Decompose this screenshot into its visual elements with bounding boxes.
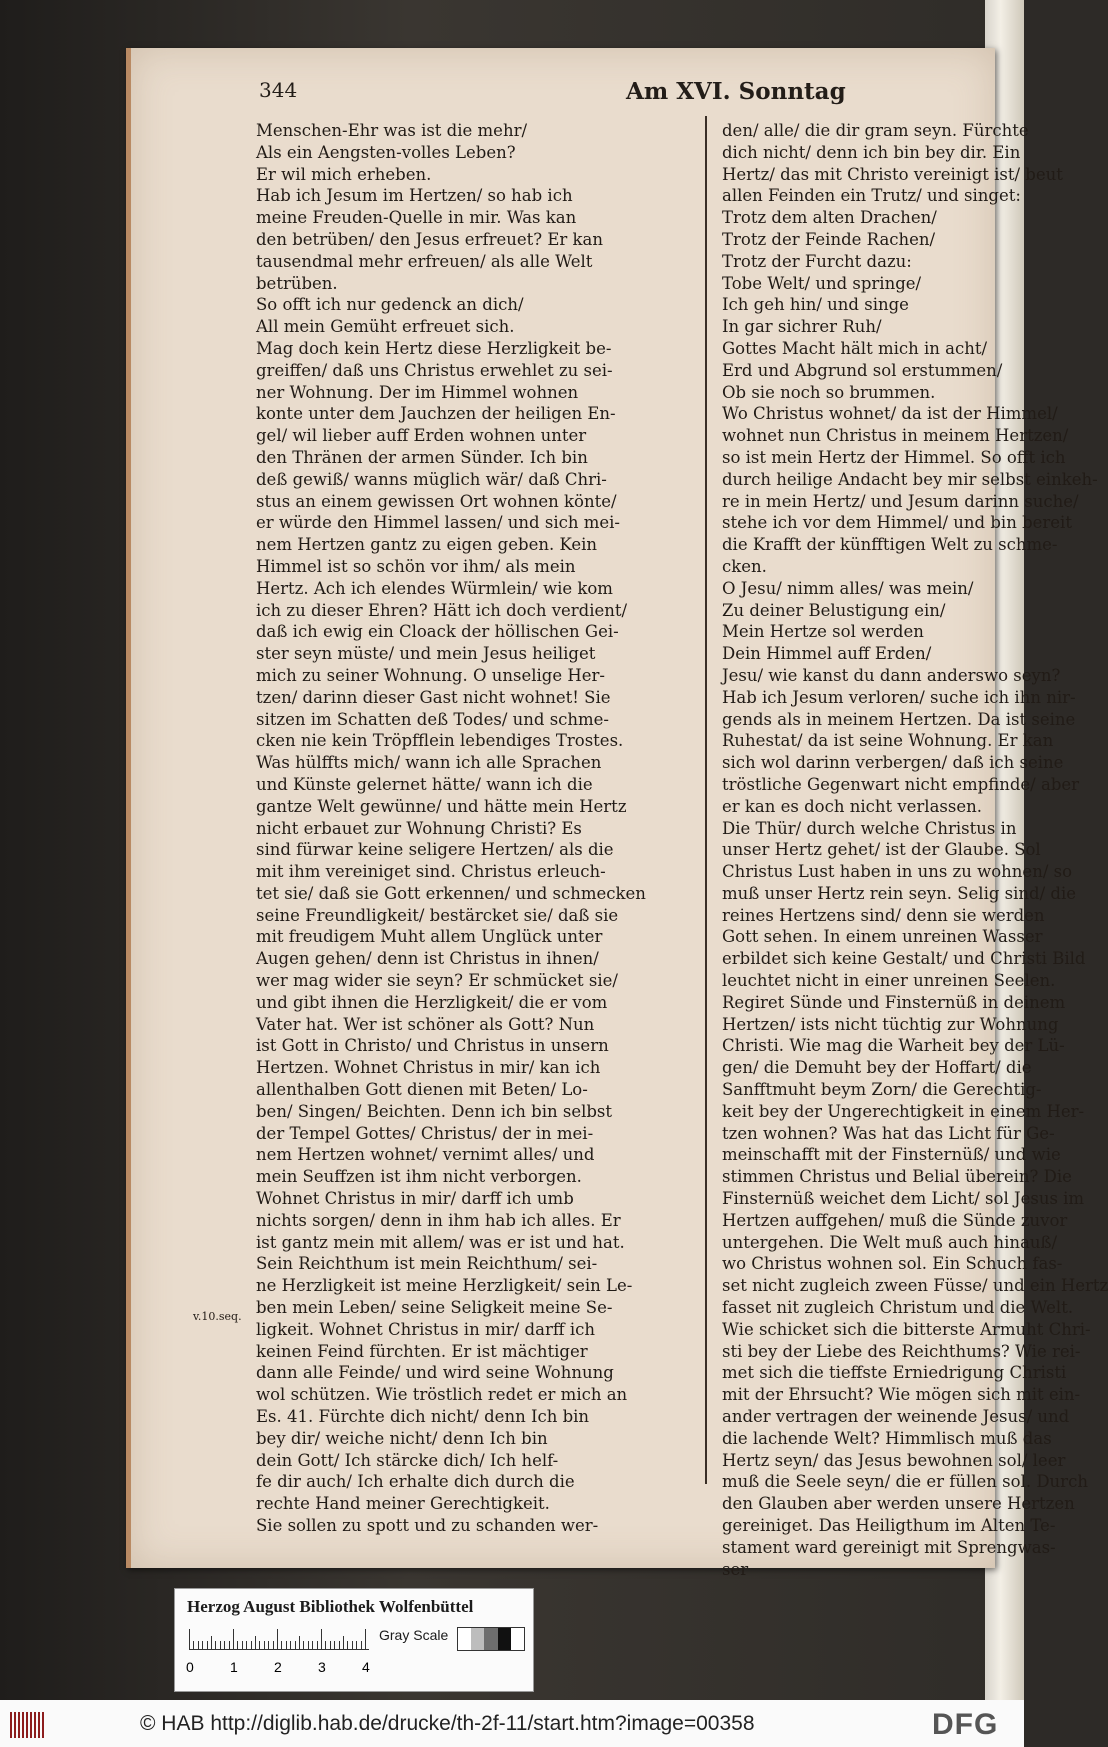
text-line: sti bey der Liebe des Reichthums? Wie rei-: [722, 1341, 1081, 1361]
ruler-tick: [224, 1641, 225, 1649]
text-line: ist Gott in Christo/ und Christus in unsern: [256, 1036, 609, 1056]
scale-number: 1: [230, 1659, 238, 1675]
ruler-tick: [356, 1641, 357, 1649]
ruler-tick: [281, 1641, 282, 1649]
text-line: Sanfftmuht beym Zorn/ die Gerechtig-: [722, 1080, 1042, 1100]
ruler-tick: [211, 1636, 212, 1649]
text-line: ist gantz mein mit allem/ was er ist und hat.: [256, 1232, 625, 1252]
scale-number: 4: [362, 1659, 370, 1675]
text-line: unser Hertz gehet/ ist der Glaube. Sol: [722, 840, 1041, 860]
text-line: dann alle Feinde/ und wird seine Wohnung: [256, 1363, 614, 1383]
text-line: keit bey der Ungerechtigkeit in einem Her-: [722, 1101, 1085, 1121]
text-line: ander vertragen der weinende Jesus/ und: [722, 1407, 1070, 1427]
ruler-tick: [295, 1641, 296, 1649]
text-line: Hab ich Jesum verloren/ suche ich ihn nir-: [722, 687, 1076, 707]
text-line: Ob sie noch so brummen.: [722, 382, 936, 402]
text-line: fe dir auch/ Ich erhalte dich durch die: [256, 1472, 575, 1492]
text-line: re in mein Hertz/ und Jesum darinn suche/: [722, 491, 1079, 511]
text-line: dein Gott/ Ich stärcke dich/ Ich helf-: [256, 1450, 559, 1470]
column-divider: [705, 116, 707, 1484]
text-line: mit ihm vereiniget sind. Christus erleuch-: [256, 862, 606, 882]
gray-scale-label: Gray Scale: [379, 1627, 449, 1643]
text-line: er kan es doch nicht verlassen.: [722, 796, 982, 816]
ruler-tick: [220, 1641, 221, 1649]
ruler-tick: [215, 1641, 216, 1649]
ruler-tick: [339, 1641, 340, 1649]
dfg-logo: DFG: [932, 1708, 999, 1741]
ruler-tick: [312, 1641, 313, 1649]
text-line: Trotz der Furcht dazu:: [722, 251, 912, 271]
ruler-tick: [325, 1641, 326, 1649]
text-line: nem Hertzen gantz zu eigen geben. Kein: [256, 535, 598, 555]
ruler-tick: [242, 1641, 243, 1649]
library-name: Herzog August Bibliothek Wolfenbüttel: [187, 1597, 474, 1616]
text-line: Vater hat. Wer ist schöner als Gott? Nun: [256, 1014, 595, 1034]
ruler-tick: [229, 1641, 230, 1649]
ruler-tick: [268, 1641, 269, 1649]
text-line: tausendmal mehr erfreuen/ als alle Welt: [256, 251, 593, 271]
text-line: bey dir/ weiche nicht/ denn Ich bin: [256, 1428, 548, 1448]
text-line: ben mein Leben/ seine Seligkeit meine Se-: [256, 1298, 613, 1318]
ruler-tick: [193, 1641, 194, 1649]
text-line: Hab ich Jesum im Hertzen/ so hab ich: [256, 186, 573, 206]
gray-swatch: [458, 1628, 471, 1650]
text-line: sind fürwar keine seligere Hertzen/ als die: [256, 840, 614, 860]
text-line: deß gewiß/ wanns müglich wär/ daß Chri-: [256, 469, 607, 489]
text-line: gends als in meinem Hertzen. Da ist seine: [722, 709, 1076, 729]
ruler-tick: [273, 1641, 274, 1649]
text-line: ster seyn müste/ und mein Jesus heiliget: [256, 644, 596, 664]
text-line: In gar sichrer Ruh/: [722, 317, 882, 337]
text-line: erbildet sich keine Gestalt/ und Christi Bild: [722, 949, 1086, 969]
running-head: [131, 78, 995, 110]
text-line: Trotz der Feinde Rachen/: [722, 229, 936, 249]
text-line: Wohnet Christus in mir/ darff ich umb: [256, 1189, 574, 1209]
ruler-tick: [207, 1641, 208, 1649]
text-line: So offt ich nur gedenck an dich/: [256, 295, 524, 315]
text-line: stehe ich vor dem Himmel/ und bin bereit: [722, 513, 1072, 533]
text-line: wohnet nun Christus in meinem Hertzen/: [722, 426, 1069, 446]
text-line: stus an einem gewissen Ort wohnen könte/: [256, 491, 617, 511]
text-line: rechte Hand meiner Gerechtigkeit.: [256, 1494, 550, 1514]
text-line: cken nie kein Tröpfflein lebendiges Trostes.: [256, 731, 624, 751]
source-url[interactable]: © HAB http://diglib.hab.de/drucke/th-2f-11/start.htm?image=00358: [140, 1712, 755, 1735]
text-line: nem Hertzen wohnet/ vernimt alles/ und: [256, 1145, 595, 1165]
ruler-tick: [246, 1641, 247, 1649]
text-line: met sich die tieffste Erniedrigung Christi: [722, 1363, 1067, 1383]
text-line: tröstliche Gegenwart nicht empfinde/ aber: [722, 774, 1080, 794]
text-line: keinen Feind fürchten. Er ist mächtiger: [256, 1341, 588, 1361]
text-line: Wie schicket sich die bitterste Armuht Chri-: [722, 1319, 1091, 1339]
text-line: der Tempel Gottes/ Christus/ der in mei-: [256, 1123, 594, 1143]
text-line: Die Thür/ durch welche Christus in: [722, 818, 1017, 838]
text-line: Sie sollen zu spott und zu schanden wer-: [256, 1516, 599, 1535]
text-line: O Jesu/ nimm alles/ was mein/: [722, 578, 974, 598]
text-line: und gibt ihnen die Herzligkeit/ die er vom: [256, 992, 608, 1012]
gray-swatch: [471, 1628, 484, 1650]
color-calibration-card: [174, 1588, 534, 1692]
text-line: untergehen. Die Welt muß auch hinauß/: [722, 1232, 1058, 1252]
ruler-tick: [317, 1641, 318, 1649]
ruler-tick: [330, 1641, 331, 1649]
text-line: Jesu/ wie kanst du dann anderswo seyn?: [722, 665, 1061, 685]
text-line: Ich geh hin/ und singe: [722, 295, 909, 315]
ruler-tick: [255, 1636, 256, 1649]
text-line: Hertz. Ach ich elendes Würmlein/ wie kom: [256, 578, 613, 598]
text-line: Hertzen. Wohnet Christus in mir/ kan ich: [256, 1058, 601, 1078]
text-line: Hertz seyn/ das Jesus bewohnen sol/ leer: [722, 1450, 1066, 1470]
text-line: wo Christus wohnen sol. Ein Schuch fas-: [722, 1254, 1063, 1274]
text-line: muß unser Hertz rein seyn. Selig sind/ die: [722, 883, 1077, 903]
ruler-tick: [189, 1629, 190, 1649]
ruler-tick: [264, 1641, 265, 1649]
scale-number: 2: [274, 1659, 282, 1675]
text-line: Gott sehen. In einem unreinen Wasser: [722, 927, 1043, 947]
gray-swatch: [484, 1628, 497, 1650]
ruler-tick: [202, 1641, 203, 1649]
text-line: Hertzen/ ists nicht tüchtig zur Wohnung: [722, 1014, 1059, 1034]
text-line: allen Feinden ein Trutz/ und singet:: [722, 186, 1021, 206]
text-line: dich nicht/ denn ich bin bey dir. Ein: [722, 142, 1021, 162]
ruler-tick: [303, 1641, 304, 1649]
text-line: gen/ die Demuht bey der Hoffart/ die: [722, 1058, 1032, 1078]
text-line: nicht erbauet zur Wohnung Christi? Es: [256, 818, 582, 838]
text-line: ich zu dieser Ehren? Hätt ich doch verdient/: [256, 600, 628, 620]
text-line: All mein Gemüht erfreuet sich.: [256, 317, 515, 337]
text-line: Dein Himmel auff Erden/: [722, 644, 932, 664]
ruler-tick: [198, 1641, 199, 1649]
text-line: Hertzen auffgehen/ muß die Sünde zuvor: [722, 1210, 1068, 1230]
text-line: konte unter dem Jauchzen der heiligen En-: [256, 404, 616, 424]
text-line: gel/ wil lieber auff Erden wohnen unter: [256, 426, 587, 446]
text-line: reines Hertzens sind/ denn sie werden: [722, 905, 1045, 925]
text-line: ligkeit. Wohnet Christus in mir/ darff ich: [256, 1319, 595, 1339]
ruler-tick: [352, 1641, 353, 1649]
ruler-tick: [233, 1629, 234, 1649]
text-line: daß ich ewig ein Cloack der höllischen Gei-: [256, 622, 619, 642]
text-line: seine Freundligkeit/ bestärcket sie/ daß sie: [256, 905, 619, 925]
text-line: die lachende Welt? Himmlisch muß das: [722, 1428, 1052, 1448]
footer-bar: [0, 1700, 1024, 1747]
text-line: Erd und Abgrund sol erstummen/: [722, 360, 1003, 380]
text-line: Was hülffts mich/ wann ich alle Sprachen: [256, 753, 602, 773]
text-line: Finsternüß weichet dem Licht/ sol Jesus im: [722, 1189, 1085, 1209]
text-line: nichts sorgen/ denn in ihm hab ich alles. Er: [256, 1210, 621, 1230]
text-line: ner Wohnung. Der im Himmel wohnen: [256, 382, 579, 402]
page-number: 344: [259, 78, 298, 102]
text-line: meinschafft mit der Finsternüß/ und wie: [722, 1145, 1061, 1165]
text-line: Mein Hertze sol werden: [722, 622, 924, 642]
text-line: tzen/ darinn dieser Gast nicht wohnet! Sie: [256, 687, 611, 707]
text-line: greiffen/ daß uns Christus erwehlet zu sei-: [256, 360, 613, 380]
text-line: gantze Welt gewünne/ und hätte mein Hertz: [256, 796, 627, 816]
text-line: set nicht zugleich zween Füsse/ und ein Hertz: [722, 1276, 1108, 1296]
barcode-icon: [10, 1712, 46, 1738]
ruler-tick: [277, 1629, 278, 1649]
text-line: Wo Christus wohnet/ da ist der Himmel/: [722, 404, 1058, 424]
text-line: leuchtet nicht in einer unreinen Seelen.: [722, 971, 1056, 991]
ruler-tick: [251, 1641, 252, 1649]
text-line: sitzen im Schatten deß Todes/ und schme-: [256, 709, 610, 729]
ruler-tick: [299, 1636, 300, 1649]
text-line: und Künste gelernet hätte/ wann ich die: [256, 774, 593, 794]
running-title: Am XVI. Sonntag: [626, 78, 846, 105]
ruler-tick: [347, 1641, 348, 1649]
text-line: so ist mein Hertz der Himmel. So offt ich: [722, 447, 1066, 467]
text-line: Trotz dem alten Drachen/: [722, 208, 937, 228]
scale-number: 3: [318, 1659, 326, 1675]
gray-swatch: [498, 1628, 511, 1650]
ruler-tick: [286, 1641, 287, 1649]
text-line: fasset nit zugleich Christum und die Welt.: [722, 1298, 1074, 1318]
ruler-tick: [321, 1629, 322, 1649]
text-line: Hertz/ das mit Christo vereinigt ist/ beut: [722, 164, 1063, 184]
text-line: den Glauben aber werden unsere Hertzen: [722, 1494, 1075, 1514]
text-line: Mag doch kein Hertz diese Herzligkeit be-: [256, 338, 612, 358]
text-line: tzen wohnen? Was hat das Licht für Ge-: [722, 1123, 1055, 1143]
text-line: die Krafft der künfftigen Welt zu schme-: [722, 535, 1058, 555]
text-line: den/ alle/ die dir gram seyn. Fürchte: [722, 121, 1029, 140]
scale-number: 0: [186, 1659, 194, 1675]
text-line: Menschen-Ehr was ist die mehr/: [256, 121, 528, 140]
text-line: Christus Lust haben in uns zu wohnen/ so: [722, 862, 1073, 882]
text-line: Augen gehen/ denn ist Christus in ihnen/: [256, 949, 599, 969]
text-line: ben/ Singen/ Beichten. Denn ich bin selbst: [256, 1101, 613, 1121]
ruler-tick: [365, 1629, 366, 1649]
ruler-tick: [343, 1636, 344, 1649]
text-line: den Thränen der armen Sünder. Ich bin: [256, 447, 588, 467]
text-line: den betrüben/ den Jesus erfreuet? Er kan: [256, 229, 603, 249]
text-line: cken.: [722, 556, 767, 576]
text-line: stimmen Christus und Belial überein? Die: [722, 1167, 1072, 1187]
text-line: Christi. Wie mag die Warheit bey der Lü-: [722, 1036, 1065, 1056]
text-line: wol schützen. Wie tröstlich redet er mich an: [256, 1385, 628, 1405]
text-line: Sein Reichthum ist mein Reichthum/ sei-: [256, 1254, 598, 1274]
text-line: Tobe Welt/ und springe/: [722, 273, 922, 293]
text-line: Es. 41. Fürchte dich nicht/ denn Ich bin: [256, 1407, 590, 1427]
text-line: Er wil mich erheben.: [256, 164, 432, 184]
text-line: muß die Seele seyn/ die er füllen sol. Durch: [722, 1472, 1088, 1492]
ruler-tick: [237, 1641, 238, 1649]
ruler-tick: [308, 1641, 309, 1649]
text-line: Zu deiner Belustigung ein/: [722, 600, 946, 620]
text-line: Gottes Macht hält mich in acht/: [722, 338, 988, 358]
text-line: wer mag wider sie seyn? Er schmücket sie/: [256, 971, 618, 991]
text-line: mein Seuffzen ist ihm nicht verborgen.: [256, 1167, 582, 1187]
text-line: Als ein Aengsten-volles Leben?: [256, 142, 516, 162]
text-line: gereiniget. Das Heiligthum im Alten Te-: [722, 1516, 1056, 1535]
text-line: mit der Ehrsucht? Wie mögen sich mit ein-: [722, 1385, 1081, 1405]
text-line: er würde den Himmel lassen/ und sich mei-: [256, 513, 620, 533]
text-line: stament ward gereinigt mit Sprengwas-: [722, 1537, 1056, 1557]
ruler-tick: [334, 1641, 335, 1649]
right-text-column: [722, 120, 1108, 1580]
ruler-tick: [259, 1641, 260, 1649]
left-text-column: [256, 120, 708, 1537]
text-line: durch heilige Andacht bey mir selbst einkeh-: [722, 469, 1098, 489]
text-line: allenthalben Gott dienen mit Beten/ Lo-: [256, 1080, 588, 1100]
ruler-tick: [361, 1641, 362, 1649]
text-line: mich zu seiner Wohnung. O unselige Her-: [256, 665, 605, 685]
scale-ruler: [189, 1629, 369, 1650]
text-line: ser: [722, 1559, 749, 1579]
text-line: sich wol darinn verbergen/ daß ich seine: [722, 753, 1064, 773]
text-line: meine Freuden-Quelle in mir. Was kan: [256, 208, 577, 228]
text-line: Ruhestat/ da ist seine Wohnung. Er kan: [722, 731, 1054, 751]
gray-swatch: [511, 1628, 524, 1650]
margin-note: v.10.seq.: [193, 1310, 242, 1323]
text-line: tet sie/ daß sie Gott erkennen/ und schmecken: [256, 883, 646, 903]
gray-scale-swatches: [457, 1627, 525, 1651]
ruler-tick: [290, 1641, 291, 1649]
book-page: [126, 48, 1108, 1579]
text-line: ne Herzligkeit ist meine Herzligkeit/ sein Le-: [256, 1276, 633, 1296]
text-line: Regiret Sünde und Finsternüß in deinem: [722, 992, 1066, 1012]
text-line: Himmel ist so schön vor ihm/ als mein: [256, 556, 576, 576]
text-line: mit freudigem Muht allem Unglück unter: [256, 927, 603, 947]
text-line: betrüben.: [256, 273, 338, 293]
